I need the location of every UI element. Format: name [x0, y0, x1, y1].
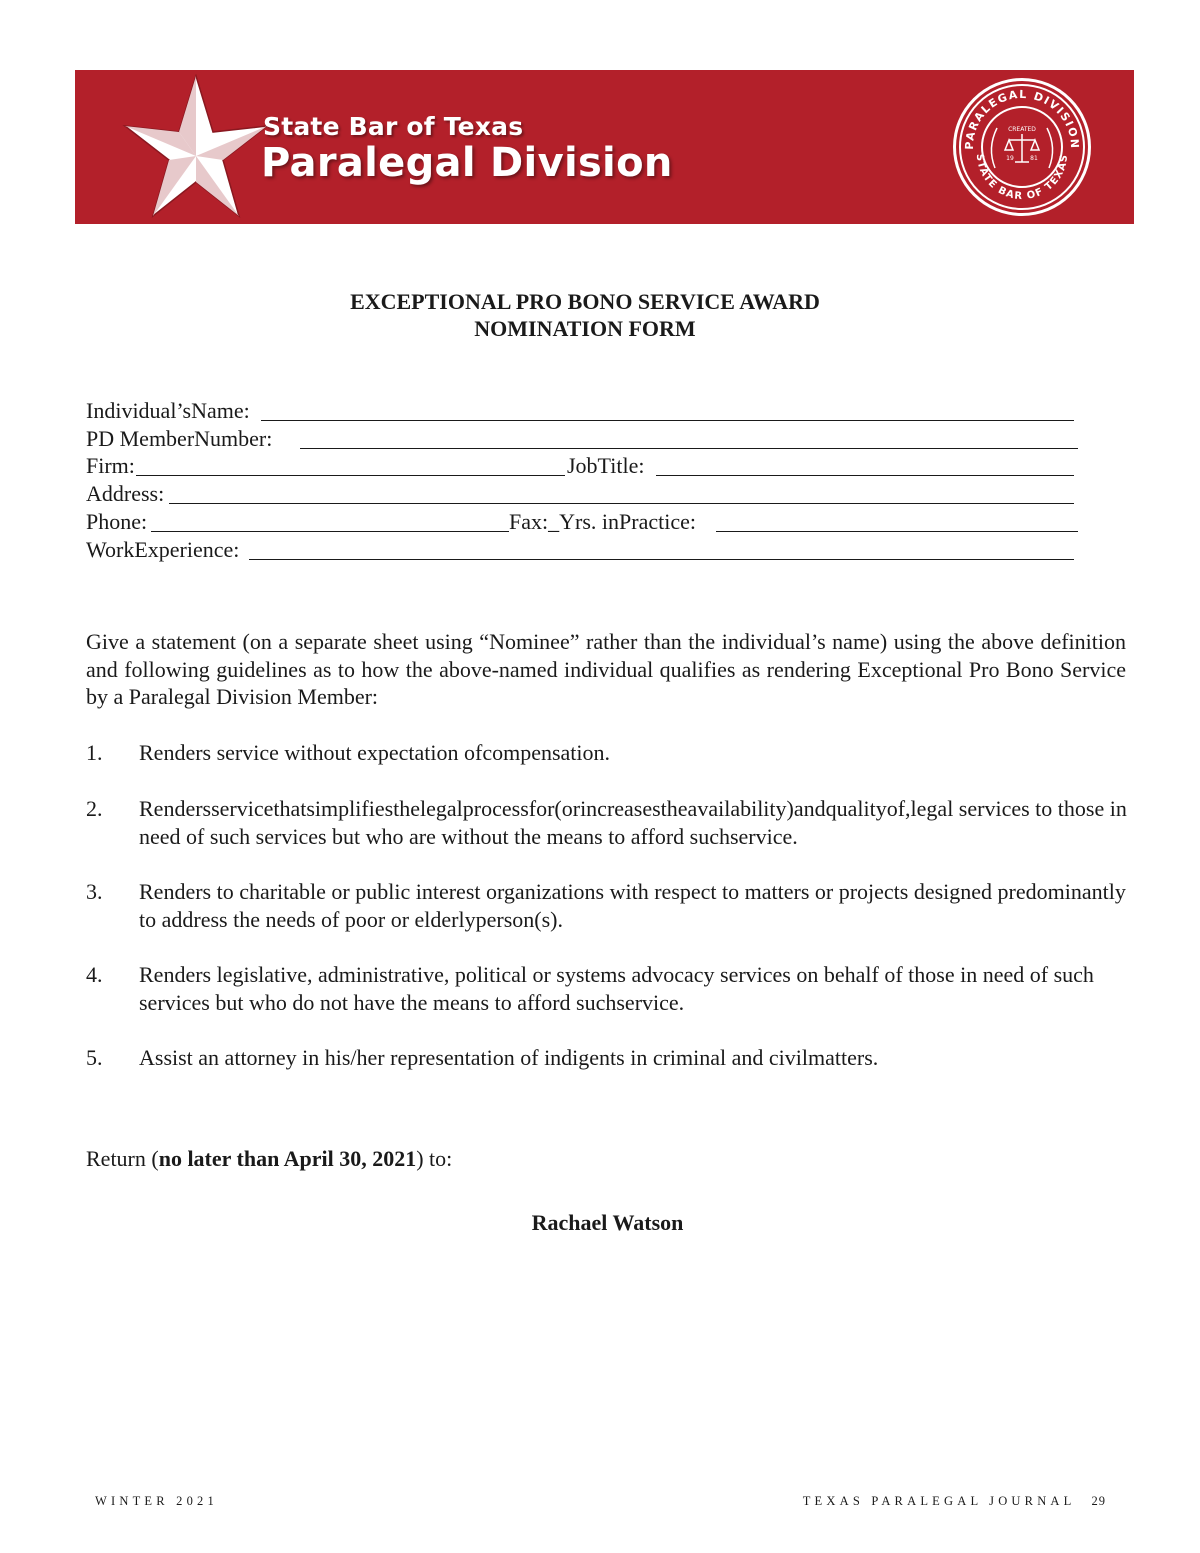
phone-field-row	[86, 509, 147, 535]
return-suffix: ) to:	[416, 1146, 453, 1171]
member-number-input-line[interactable]	[300, 448, 1078, 449]
firm-field-row	[86, 453, 135, 479]
guideline-text: Renders legislative, administrative, political or systems advocacy services on behalf of those in need of such services but who do not have the means to afford suchservice.	[139, 962, 1094, 1015]
guideline-text: Renders service without expectation ofcompensation.	[139, 740, 611, 765]
work-experience-input-line[interactable]	[249, 559, 1074, 560]
org-name-line2: Paralegal Division	[261, 140, 673, 186]
guideline-text: Assist an attorney in his/her representation of indigents in criminal and civilmatters.	[139, 1045, 879, 1070]
name-label: Individual’sName:	[86, 398, 250, 423]
member-number-label: PD MemberNumber:	[86, 426, 273, 451]
job-title-label: JobTitle:	[567, 453, 645, 478]
seal-year-right: 81	[1030, 155, 1038, 162]
page-number: 29	[1091, 1494, 1106, 1508]
fax-label: Fax:_	[509, 509, 560, 534]
name-field-row	[86, 398, 250, 424]
texas-star-logo	[119, 74, 269, 222]
job-title-input-line[interactable]	[656, 475, 1074, 476]
org-name-line1: State Bar of Texas	[263, 112, 524, 141]
address-label: Address:	[86, 481, 165, 506]
member-field-row	[86, 426, 272, 452]
guideline-number: 2.	[86, 796, 103, 821]
guideline-number: 1.	[86, 740, 103, 765]
seal-year-left: 19	[1006, 155, 1014, 162]
years-in-practice-input-line[interactable]	[716, 531, 1078, 532]
address-input-line[interactable]	[169, 503, 1074, 504]
guideline-number: 3.	[86, 879, 103, 904]
footer-publication: TEXAS PARALEGAL JOURNAL	[802, 1494, 1076, 1508]
phone-label: Phone:	[86, 509, 148, 534]
guideline-text: Rendersservicethatsimplifiesthelegalprocessfor(orincreasestheavailability)andqualityof,legal services to those in need of such services but who are without the means to afford suchservice.	[139, 796, 1127, 849]
seal-center-text: CREATED	[1008, 126, 1036, 133]
form-title-line2: NOMINATION FORM	[474, 316, 696, 341]
fax-years-field-row	[509, 509, 696, 535]
address-field-row	[86, 481, 164, 507]
statement-paragraph: Give a statement (on a separate sheet using “Nominee” rather than the individual’s name) using the above definition and following guidelines as to how the above-named individual qualifies as rendering Exceptional Pro Bono Service by a Paralegal Division Member:	[86, 629, 1126, 709]
guideline-number: 5.	[86, 1045, 103, 1070]
return-deadline: no later than April 30, 2021	[158, 1146, 417, 1171]
seal-ring-bottom: STATE BAR OF TEXAS	[973, 153, 1071, 203]
name-input-line[interactable]	[261, 420, 1074, 421]
job-title-field-row	[567, 453, 644, 479]
firm-input-line[interactable]	[136, 475, 565, 476]
seal-ring-top: PARALEGAL DIVISION	[962, 87, 1082, 150]
years-in-practice-label: Yrs. inPractice:	[559, 509, 696, 534]
return-instruction	[86, 1145, 452, 1172]
guideline-text: Renders to charitable or public interest organizations with respect to matters or projects designed predominantly to address the needs of poor or elderlyperson(s).	[139, 879, 1126, 932]
footer-publication-block	[803, 1494, 1106, 1509]
phone-input-line[interactable]	[151, 531, 509, 532]
work-experience-field-row	[86, 537, 239, 563]
work-experience-label: WorkExperience:	[86, 537, 240, 562]
guideline-number: 4.	[86, 962, 103, 987]
contact-name: Rachael Watson	[531, 1210, 684, 1235]
footer-issue: WINTER 2021	[95, 1494, 218, 1508]
return-prefix: Return (	[86, 1146, 159, 1171]
firm-label: Firm:	[86, 453, 135, 478]
form-title-line1: EXCEPTIONAL PRO BONO SERVICE AWARD	[350, 289, 820, 314]
division-seal-icon	[947, 76, 1097, 218]
header-banner	[75, 70, 1134, 224]
